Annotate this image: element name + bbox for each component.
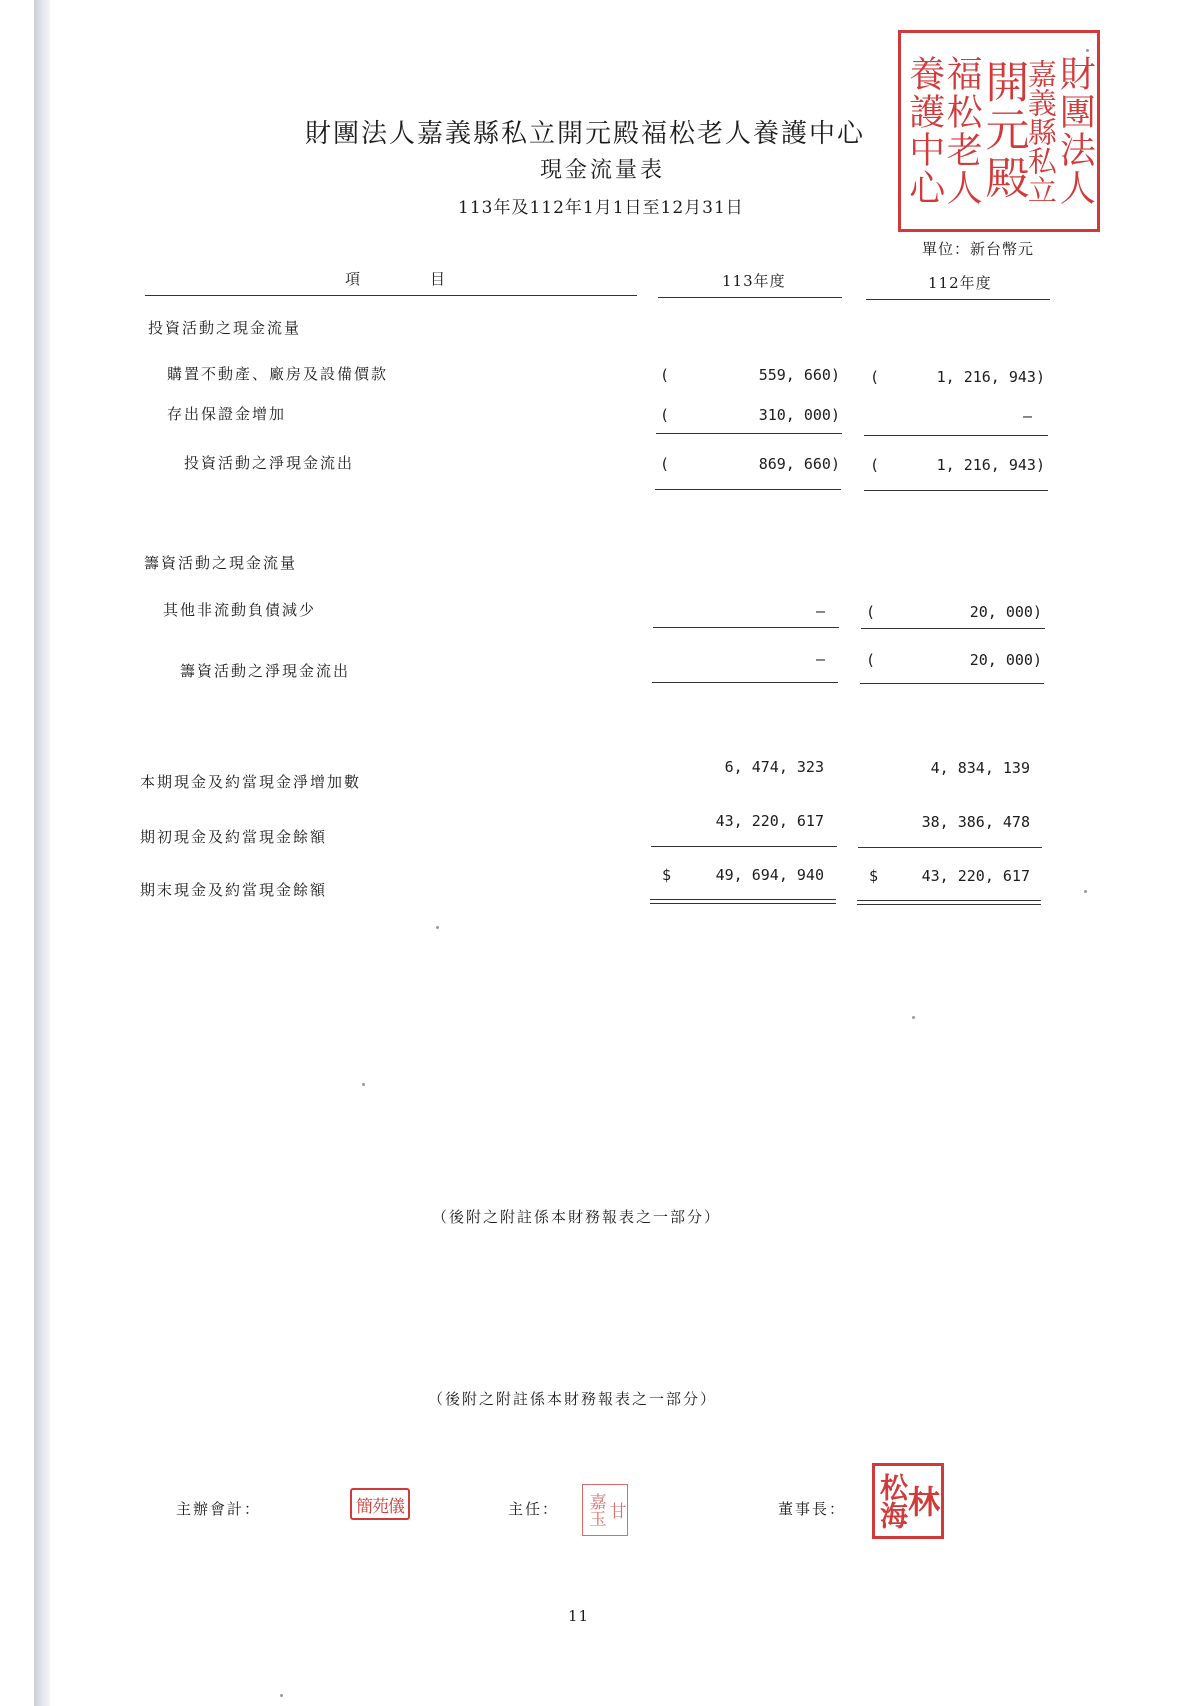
total-rule <box>655 489 841 490</box>
value-113: — <box>815 602 825 620</box>
double-rule <box>857 900 1041 905</box>
value-112: 20, 000) <box>969 603 1042 621</box>
organization-seal <box>898 30 1100 232</box>
value-113: 6, 474, 323 <box>724 758 824 776</box>
total-rule <box>864 490 1048 491</box>
row-label-net: 籌資活動之淨現金流出 <box>180 662 351 680</box>
row-label: 本期現金及約當現金淨增加數 <box>140 773 362 791</box>
value-113: 869, 660) <box>758 455 840 473</box>
value-113: 49, 694, 940 <box>715 866 824 884</box>
report-title: 財團法人嘉義縣私立開元殿福松老人養護中心 <box>305 119 866 149</box>
value-113: — <box>815 650 825 668</box>
seal-text: 開元殿 <box>977 59 1029 203</box>
value-112: 43, 220, 617 <box>921 867 1030 885</box>
footnote: （後附之附註係本財務報表之一部分） <box>432 1208 722 1226</box>
subtotal-rule <box>861 628 1045 629</box>
paren-open: ( <box>866 651 876 669</box>
paren-open: ( <box>660 406 670 424</box>
row-label: 存出保證金增加 <box>167 405 287 423</box>
subtotal-rule <box>653 627 839 628</box>
scan-speck <box>436 926 439 929</box>
section-heading-financing: 籌資活動之現金流量 <box>144 554 298 572</box>
subtotal-rule <box>656 433 842 434</box>
value-113: 310, 000) <box>758 406 840 424</box>
scan-speck <box>280 1694 283 1697</box>
page-number: 11 <box>568 1607 590 1625</box>
header-rule <box>866 299 1050 300</box>
currency-unit: 單位：新台幣元 <box>922 240 1035 258</box>
paren-open: ( <box>870 368 880 386</box>
column-header-112: 112年度 <box>928 274 992 292</box>
header-rule <box>658 297 842 298</box>
double-rule <box>650 899 836 904</box>
column-header-item: 項 目 <box>345 270 448 288</box>
seal-text: 養護中心 <box>903 55 945 207</box>
accountant-seal: 簡苑儀 <box>350 1488 410 1520</box>
seal-text: 財團法人 <box>1054 55 1096 207</box>
row-label: 購置不動產、廠房及設備價款 <box>167 365 389 383</box>
row-label-net: 投資活動之淨現金流出 <box>184 454 355 472</box>
paren-open: ( <box>660 366 670 384</box>
seal-text: 嘉義縣私立 <box>1023 58 1058 204</box>
chairman-seal: 林 松海 <box>872 1463 944 1539</box>
footnote: （後附之附註係本財務報表之一部分） <box>428 1390 718 1408</box>
report-period: 113年及112年1月1日至12月31日 <box>458 198 744 218</box>
paren-open: ( <box>866 603 876 621</box>
column-header-113: 113年度 <box>722 272 786 290</box>
director-label: 主任： <box>508 1500 560 1518</box>
seal-text: 福松老人 <box>941 55 983 207</box>
paren-open: ( <box>870 456 880 474</box>
subtotal-rule <box>858 847 1042 848</box>
total-rule <box>860 683 1044 684</box>
value-112: 1, 216, 943) <box>936 456 1045 474</box>
value-112: 38, 386, 478 <box>921 813 1030 831</box>
currency-symbol: $ <box>869 867 879 885</box>
scan-speck <box>912 1016 915 1019</box>
value-113: 43, 220, 617 <box>715 812 824 830</box>
subtotal-rule <box>651 846 837 847</box>
value-112: 4, 834, 139 <box>930 759 1030 777</box>
director-seal: 甘 嘉玉 <box>582 1484 628 1536</box>
section-heading-investing: 投資活動之現金流量 <box>148 319 302 337</box>
currency-symbol: $ <box>662 866 672 884</box>
accountant-label: 主辦會計： <box>176 1500 262 1518</box>
binding-edge <box>34 0 50 1706</box>
value-112: 1, 216, 943) <box>936 368 1045 386</box>
scan-speck <box>1084 890 1087 893</box>
row-label: 其他非流動負債減少 <box>163 601 317 619</box>
scan-speck <box>1086 49 1089 52</box>
row-label: 期初現金及約當現金餘額 <box>140 828 328 846</box>
report-subtitle: 現金流量表 <box>540 158 666 183</box>
value-112: — <box>1022 407 1032 425</box>
value-112: 20, 000) <box>969 651 1042 669</box>
total-rule <box>652 682 838 683</box>
value-113: 559, 660) <box>758 366 840 384</box>
subtotal-rule <box>864 435 1048 436</box>
paren-open: ( <box>660 455 670 473</box>
scan-speck <box>362 1083 365 1086</box>
chairman-label: 董事長： <box>778 1500 847 1518</box>
header-rule <box>145 295 637 296</box>
row-label: 期末現金及約當現金餘額 <box>140 881 328 899</box>
